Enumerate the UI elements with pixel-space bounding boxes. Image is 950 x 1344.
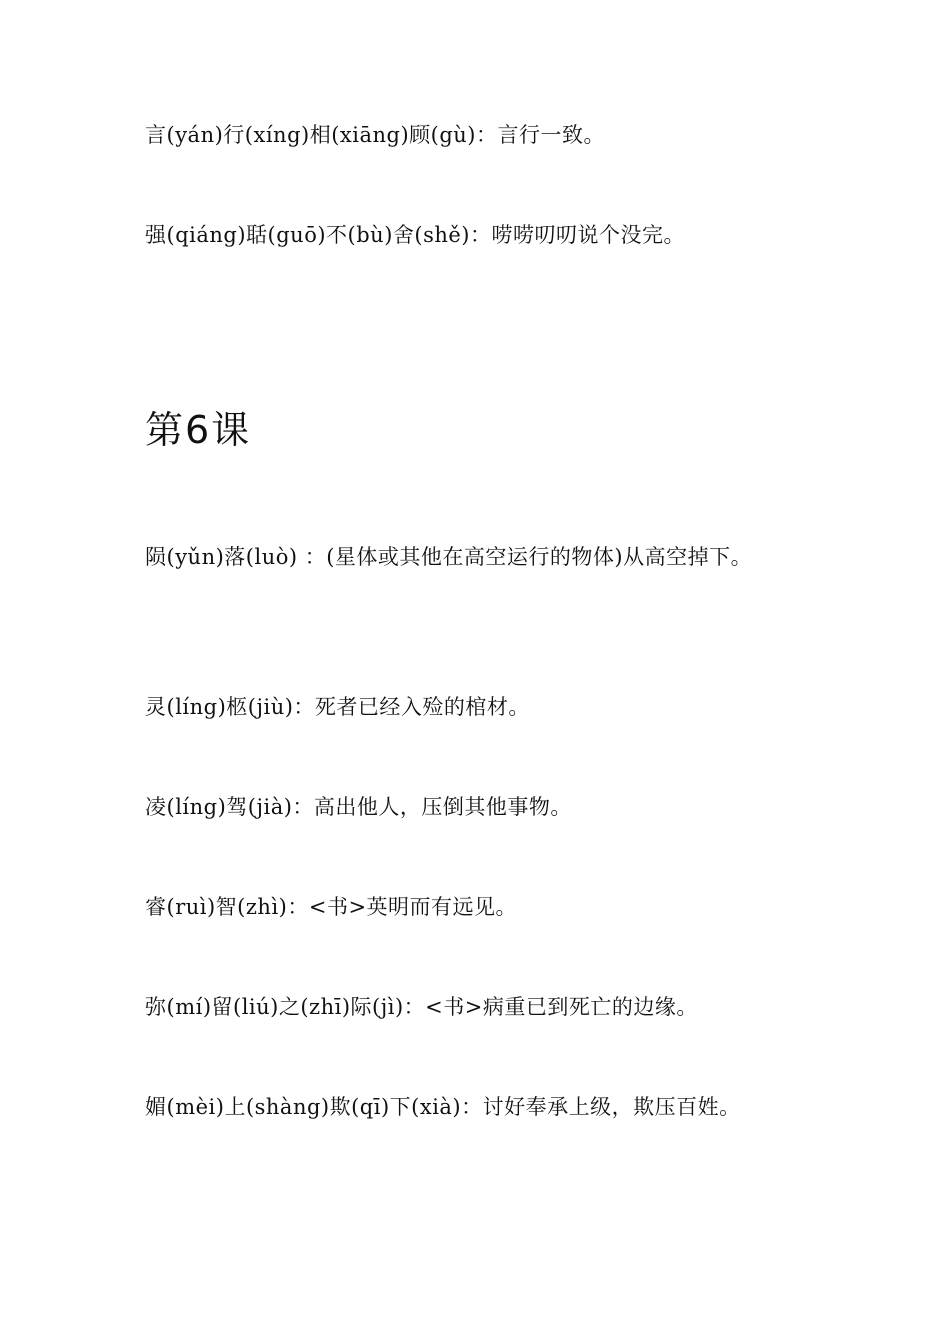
vocab-entry-qiangguobushe: 强(qiáng)聒(guō)不(bù)舍(shě)：唠唠叨叨说个没完。 xyxy=(145,223,685,247)
vocab-entry-yunluo: 陨(yǔn)落(luò) ：(星体或其他在高空运行的物体)从高空掉下。 xyxy=(145,545,753,569)
lesson-heading: 第6课 xyxy=(145,408,252,452)
vocab-entry-meishangqixia: 媚(mèi)上(shàng)欺(qī)下(xià)：讨好奉承上级，欺压百姓。 xyxy=(145,1095,741,1119)
vocab-entry-yanxingxianggu: 言(yán)行(xíng)相(xiāng)顾(gù)：言行一致。 xyxy=(145,123,605,147)
vocab-entry-lingjiu: 灵(líng)柩(jiù)：死者已经入殓的棺材。 xyxy=(145,695,530,719)
vocab-entry-miliuzhiji: 弥(mí)留(liú)之(zhī)际(jì)：<书>病重已到死亡的边缘。 xyxy=(145,995,698,1019)
vocab-entry-ruizhi: 睿(ruì)智(zhì)：<书>英明而有远见。 xyxy=(145,895,518,919)
vocab-entry-lingjia: 凌(líng)驾(jià)：高出他人，压倒其他事物。 xyxy=(145,795,572,819)
